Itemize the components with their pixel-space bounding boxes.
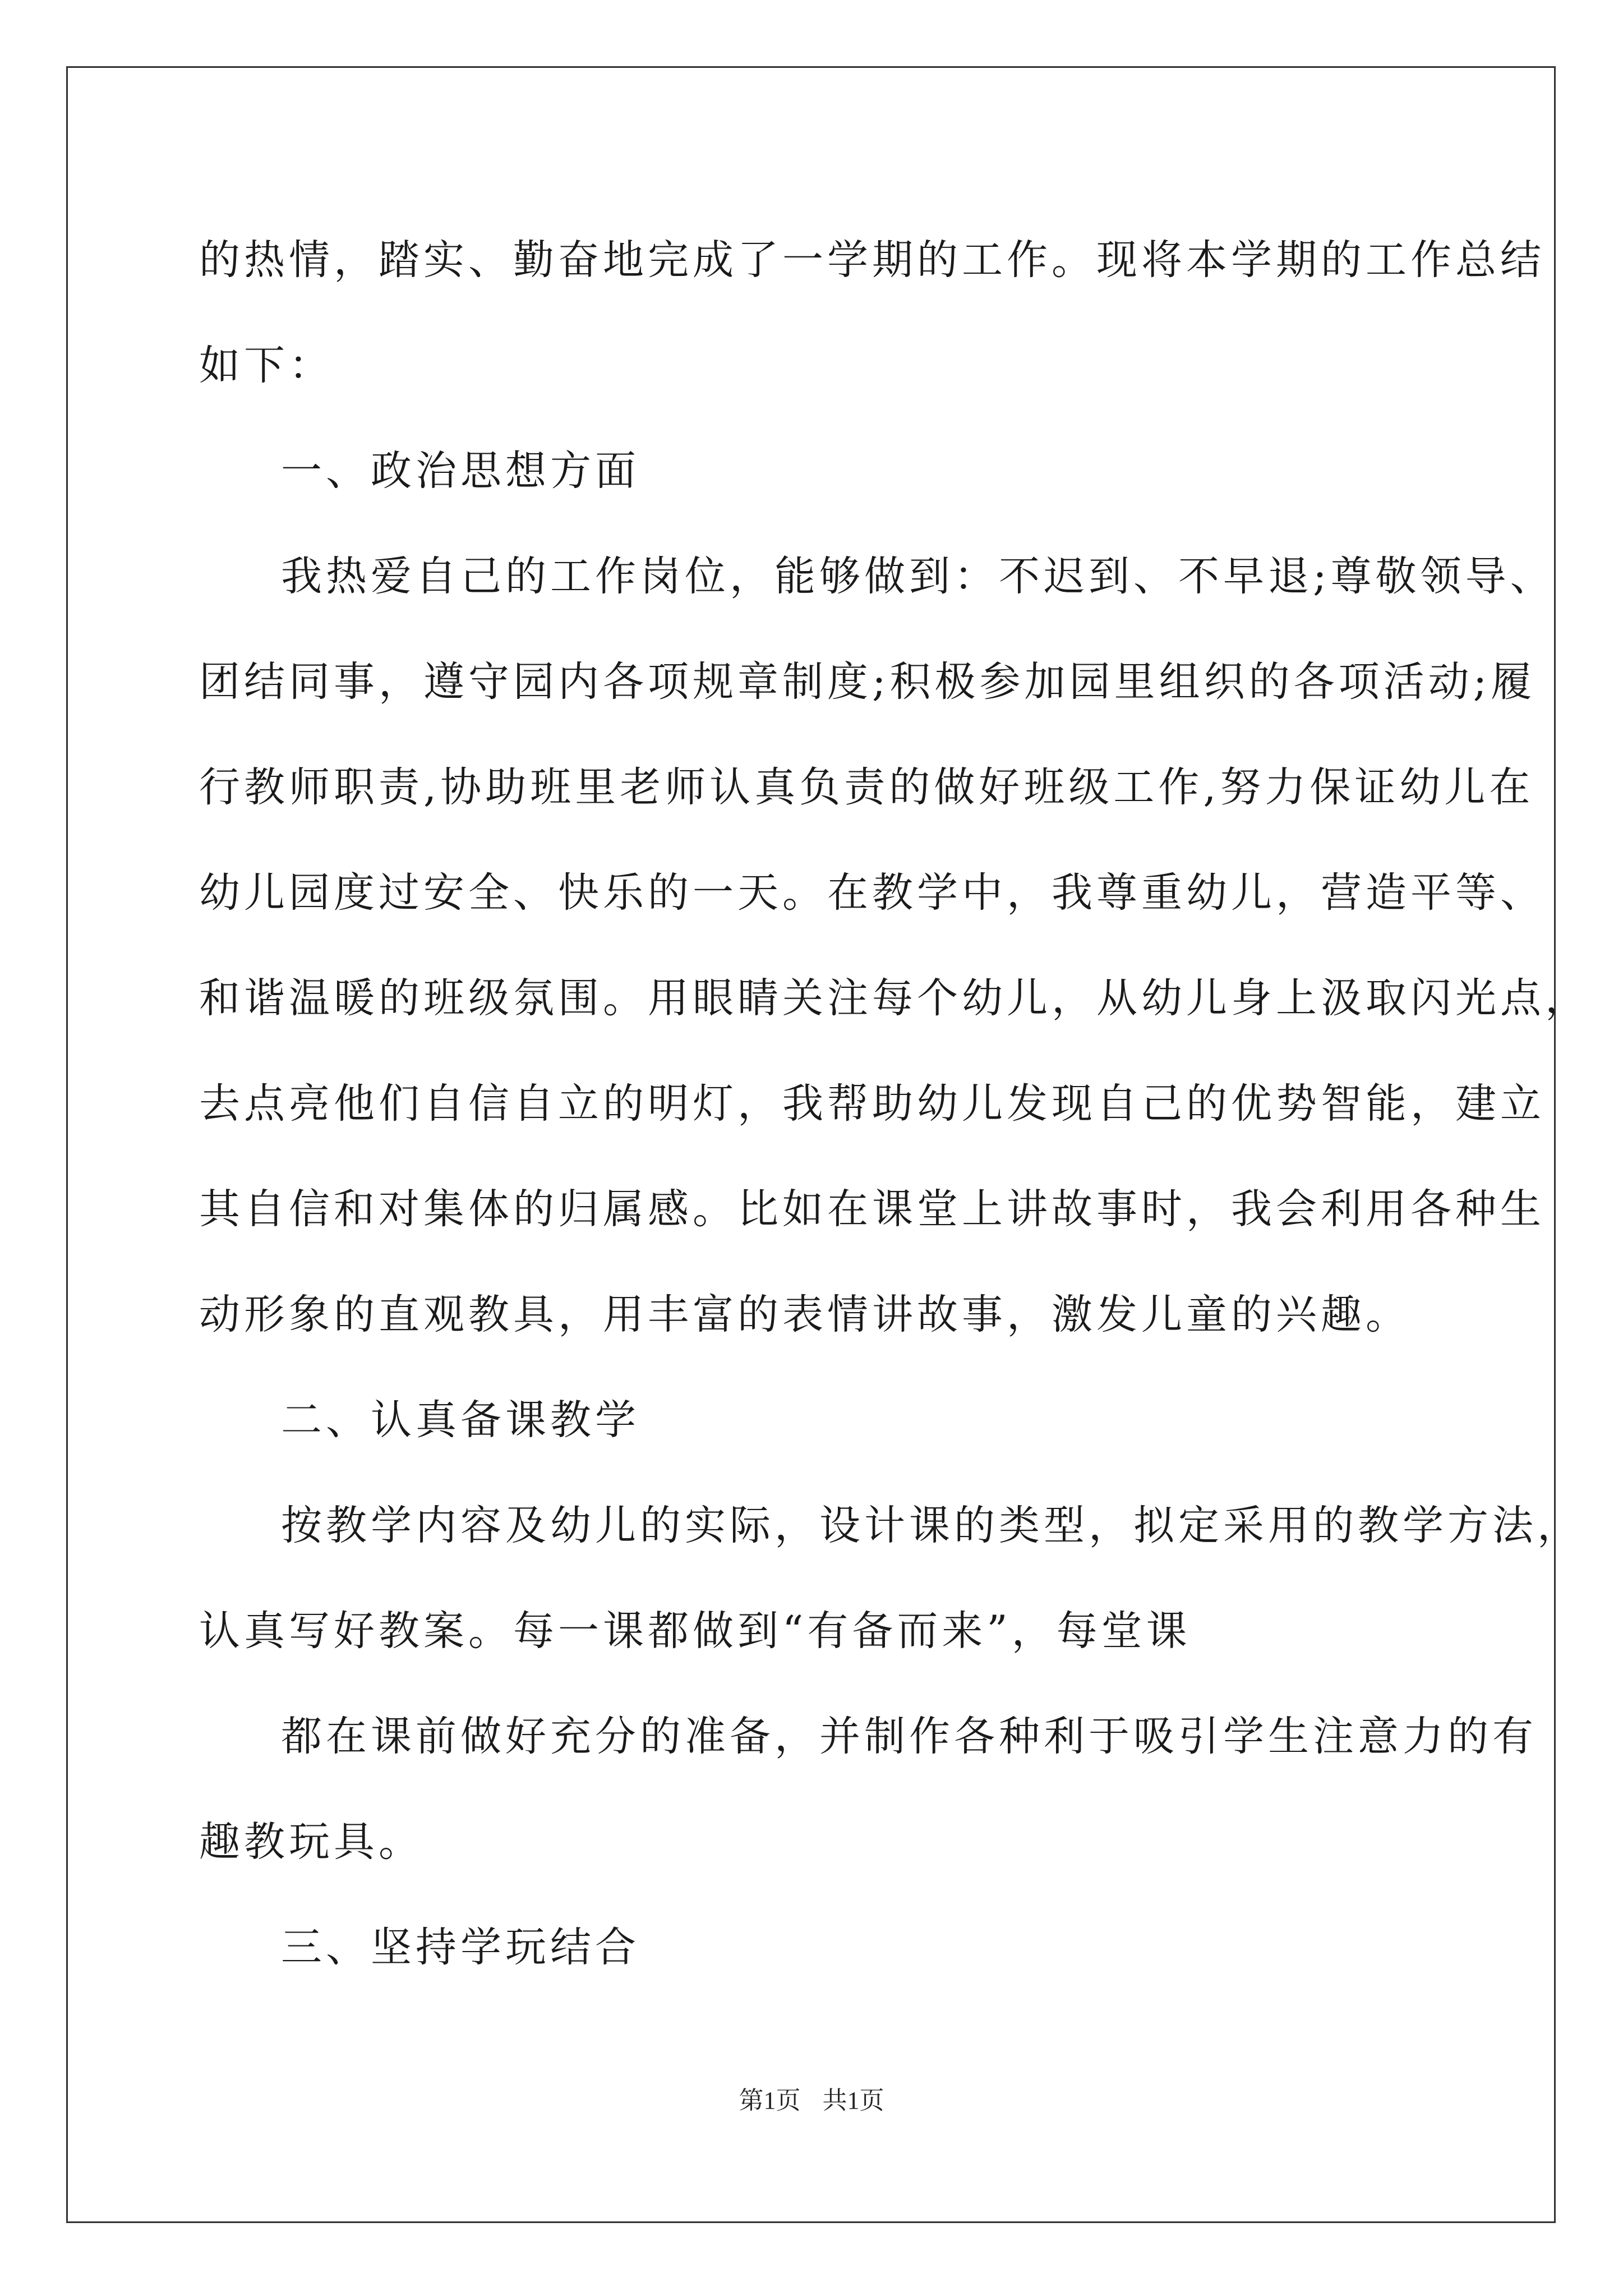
text-line: 的热情，踏实、勤奋地完成了一学期的工作。现将本学期的工作总结: [199, 236, 1545, 284]
text-line: 都在课前做好充分的准备，并制作各种利于吸引学生注意力的有: [281, 1713, 1537, 1760]
text-line: 按教学内容及幼儿的实际，设计课的类型，拟定采用的教学方法，: [281, 1502, 1582, 1549]
page-number: 第1页: [739, 2087, 801, 2114]
text-line: 团结同事，遵守园内各项规章制度;积极参加园里组织的各项活动;履: [199, 658, 1536, 706]
text-line: 认真写好教案。每一课都做到“有备而来”，每堂课: [199, 1607, 1191, 1655]
text-line: 二、认真备课教学: [281, 1396, 640, 1444]
text-line: 去点亮他们自信自立的明灯，我帮助幼儿发现自己的优势智能，建立: [199, 1080, 1545, 1128]
text-line: 动形象的直观教具，用丰富的表情讲故事，激发儿童的兴趣。: [199, 1291, 1410, 1338]
text-line: 我热爱自己的工作岗位，能够做到：不迟到、不早退;尊敬领导、: [281, 553, 1555, 600]
text-line: 幼儿园度过安全、快乐的一天。在教学中，我尊重幼儿，营造平等、: [199, 869, 1545, 917]
text-line: 行教师职责,协助班里老师认真负责的做好班级工作,努力保证幼儿在: [199, 763, 1534, 811]
text-line: 三、坚持学玩结合: [281, 1924, 640, 1971]
text-line: 一、政治思想方面: [281, 447, 640, 495]
text-line: 其自信和对集体的归属感。比如在课堂上讲故事时，我会利用各种生: [199, 1185, 1545, 1233]
document-body: [199, 208, 1590, 2000]
text-line: 和谐温暖的班级氛围。用眼睛关注每个幼儿，从幼儿身上汲取闪光点，: [199, 974, 1590, 1022]
page-total: 共1页: [822, 2087, 884, 2114]
text-line: 趣教玩具。: [199, 1818, 423, 1866]
text-line: 如下：: [199, 342, 334, 389]
page-footer: [0, 2080, 1623, 2116]
